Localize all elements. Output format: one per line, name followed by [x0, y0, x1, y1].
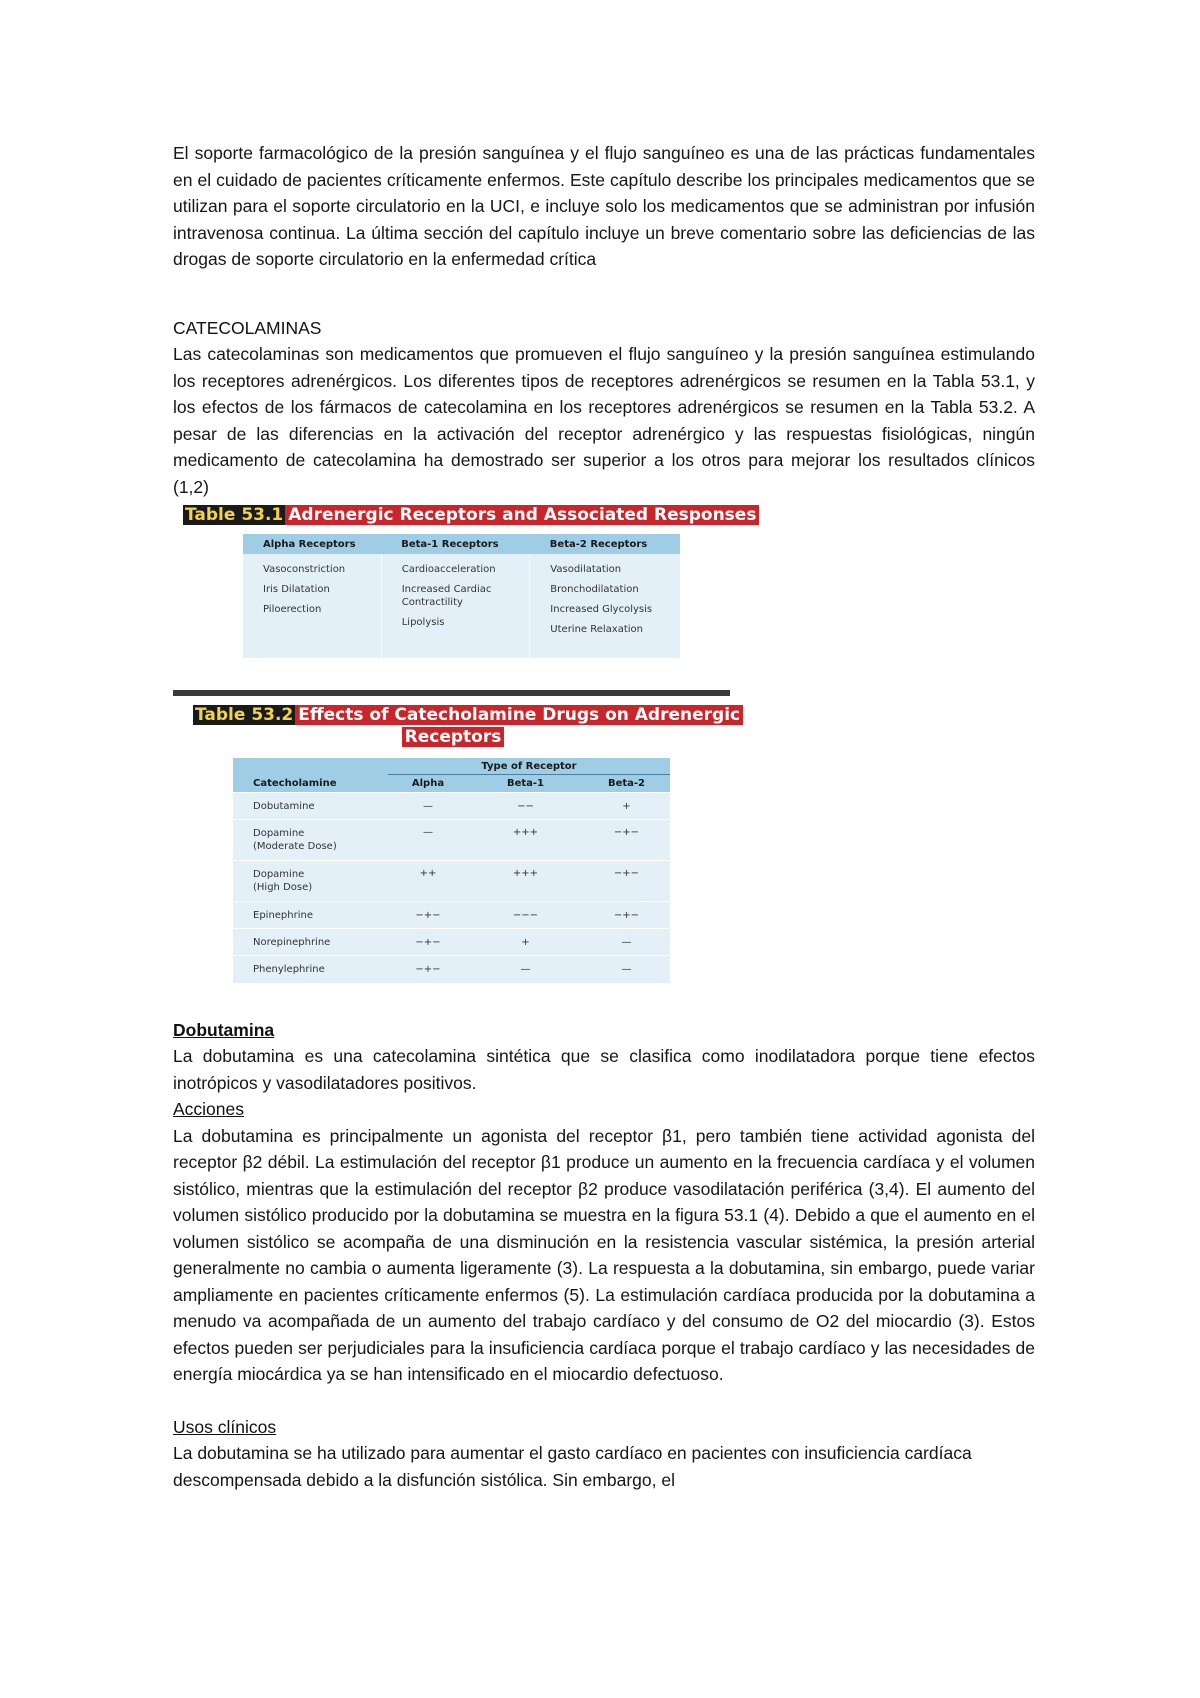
document-page — [173, 140, 1035, 1493]
response-item: Vasodilatation — [550, 564, 622, 575]
catecolaminas-paragraph: Las catecolaminas son medicamentos que promueven el flujo sanguíneo y la presión sanguínea estimulando los receptores adrenérgicos. Los diferentes tipos de receptores adrenérgicos se resumen en la Tabla 53.1, y los efectos de los fármacos de catecolamina en los receptores adrenérgicos se resumen en la Tabla 53.2. A pesar de las diferencias en la activación del receptor adrenérgico y las respuestas fisiológicas, ningún medicamento de catecolamina ha demostrado ser superior a los otros para mejorar los resultados clínicos (1,2) — [173, 344, 1035, 497]
table-name: Adrenergic Receptors and Associated Responses — [285, 505, 759, 525]
drug-name: Dopamine (High Dose) — [233, 861, 388, 902]
table-row — [233, 820, 670, 861]
response-item: Increased Cardiac Contractility — [401, 584, 492, 608]
catecholamine-header: Catecholamine — [233, 758, 388, 793]
table-53-1 — [183, 504, 1035, 658]
table-row — [233, 861, 670, 902]
table-53-2 — [173, 704, 1035, 983]
response-item: Iris Dilatation — [263, 584, 330, 595]
usos-heading: Usos clínicos — [173, 1416, 277, 1437]
beta1-header: Beta-1 — [468, 775, 583, 793]
beta2-value: — — [583, 929, 670, 956]
response-item: Uterine Relaxation — [550, 624, 644, 635]
column-header: Beta-2 Receptors — [530, 534, 680, 554]
column-header: Alpha Receptors — [243, 534, 381, 554]
beta2-header: Beta-2 — [583, 775, 670, 793]
beta2-value: — — [583, 956, 670, 983]
beta1-value: +++ — [468, 861, 583, 902]
horizontal-rule — [173, 690, 730, 696]
table-row — [233, 956, 670, 983]
beta2-value: −+− — [583, 820, 670, 861]
drug-name: Dopamine (Moderate Dose) — [233, 820, 388, 861]
receptors-table — [243, 534, 680, 658]
column-header: Beta-1 Receptors — [381, 534, 530, 554]
beta1-value: −− — [468, 793, 583, 820]
beta2-value: −+− — [583, 861, 670, 902]
alpha-value: −+− — [388, 956, 468, 983]
receptor-type-header: Type of Receptor — [388, 758, 670, 775]
drug-name: Epinephrine — [233, 902, 388, 929]
table-row — [233, 902, 670, 929]
table-name-cont: Receptors — [402, 727, 505, 747]
alpha-value: −+− — [388, 902, 468, 929]
beta2-value: + — [583, 793, 670, 820]
beta1-value: −−− — [468, 902, 583, 929]
intro-paragraph: El soporte farmacológico de la presión sanguínea y el flujo sanguíneo es una de las prácticas fundamentales en el cuidado de pacientes críticamente enfermos. Este capítulo describe los principales medicamentos que se utilizan para el soporte circulatorio en la UCI, e incluye solo los medicamentos que se administran por infusión intravenosa continua. La última sección del capítulo incluye un breve comentario sobre las deficiencias de las drogas de soporte circulatorio en la enfermedad crítica — [173, 143, 1035, 269]
dobutamina-intro: La dobutamina es una catecolamina sintética que se clasifica como inodilatadora porque tiene efectos inotrópicos y vasodilatadores positivos. — [173, 1046, 1035, 1093]
effects-table — [233, 758, 670, 983]
table-name: Effects of Catecholamine Drugs on Adrenergic — [295, 705, 743, 725]
drug-name: Phenylephrine — [233, 956, 388, 983]
beta2-responses — [530, 554, 680, 658]
table-row — [233, 793, 670, 820]
table-row — [233, 929, 670, 956]
table-53-1-title — [183, 504, 1035, 526]
dobutamina-heading: Dobutamina — [173, 1019, 275, 1040]
acciones-paragraph: La dobutamina es principalmente un agonista del receptor β1, pero también tiene actividad agonista del receptor β2 débil. La estimulación del receptor β1 produce un aumento en la frecuencia cardíaca y el volumen sistólico, mientras que la estimulación del receptor β2 produce vasodilatación periférica (3,4). El aumento del volumen sistólico producido por la dobutamina se muestra en la figura 53.1 (4). Debido a que el aumento en el volumen sistólico se acompaña de una disminución en la resistencia vascular sistémica, la presión arterial generalmente no cambia o aumenta ligeramente (3). La respuesta a la dobutamina, sin embargo, puede variar ampliamente en pacientes críticamente enfermos (5). La estimulación cardíaca producida por la dobutamina a menudo va acompañada de un aumento del trabajo cardíaco y del consumo de O2 del miocardio (3). Estos efectos pueden ser perjudiciales para la insuficiencia cardíaca porque el trabajo cardíaco y las necesidades de energía miocárdica ya se han intensificado en el miocardio defectuoso. — [173, 1125, 1035, 1384]
response-item: Increased Glycolysis — [550, 604, 653, 615]
beta1-responses — [381, 554, 530, 658]
response-item: Lipolysis — [401, 617, 445, 628]
drug-name: Norepinephrine — [233, 929, 388, 956]
beta2-value: −+− — [583, 902, 670, 929]
response-item: Vasoconstriction — [263, 564, 346, 575]
alpha-responses — [243, 554, 381, 658]
table-number: Table 53.2 — [195, 705, 294, 725]
beta1-value: — — [468, 956, 583, 983]
table-53-2-title — [193, 704, 741, 748]
response-item: Bronchodilatation — [550, 584, 639, 595]
catecolaminas-heading: CATECOLAMINAS — [173, 317, 322, 338]
alpha-value: ++ — [388, 861, 468, 902]
response-item: Piloerection — [263, 604, 322, 615]
alpha-header: Alpha — [388, 775, 468, 793]
acciones-heading: Acciones — [173, 1099, 245, 1119]
alpha-value: −+− — [388, 929, 468, 956]
alpha-value: — — [388, 820, 468, 861]
usos-paragraph: La dobutamina se ha utilizado para aumentar el gasto cardíaco en pacientes con insuficiencia cardíaca descompensada debido a la disfunción sistólica. Sin embargo, el — [173, 1443, 972, 1490]
drug-name: Dobutamine — [233, 793, 388, 820]
table-number: Table 53.1 — [185, 505, 284, 525]
response-item: Cardioacceleration — [401, 564, 496, 575]
beta1-value: + — [468, 929, 583, 956]
beta1-value: +++ — [468, 820, 583, 861]
alpha-value: — — [388, 793, 468, 820]
